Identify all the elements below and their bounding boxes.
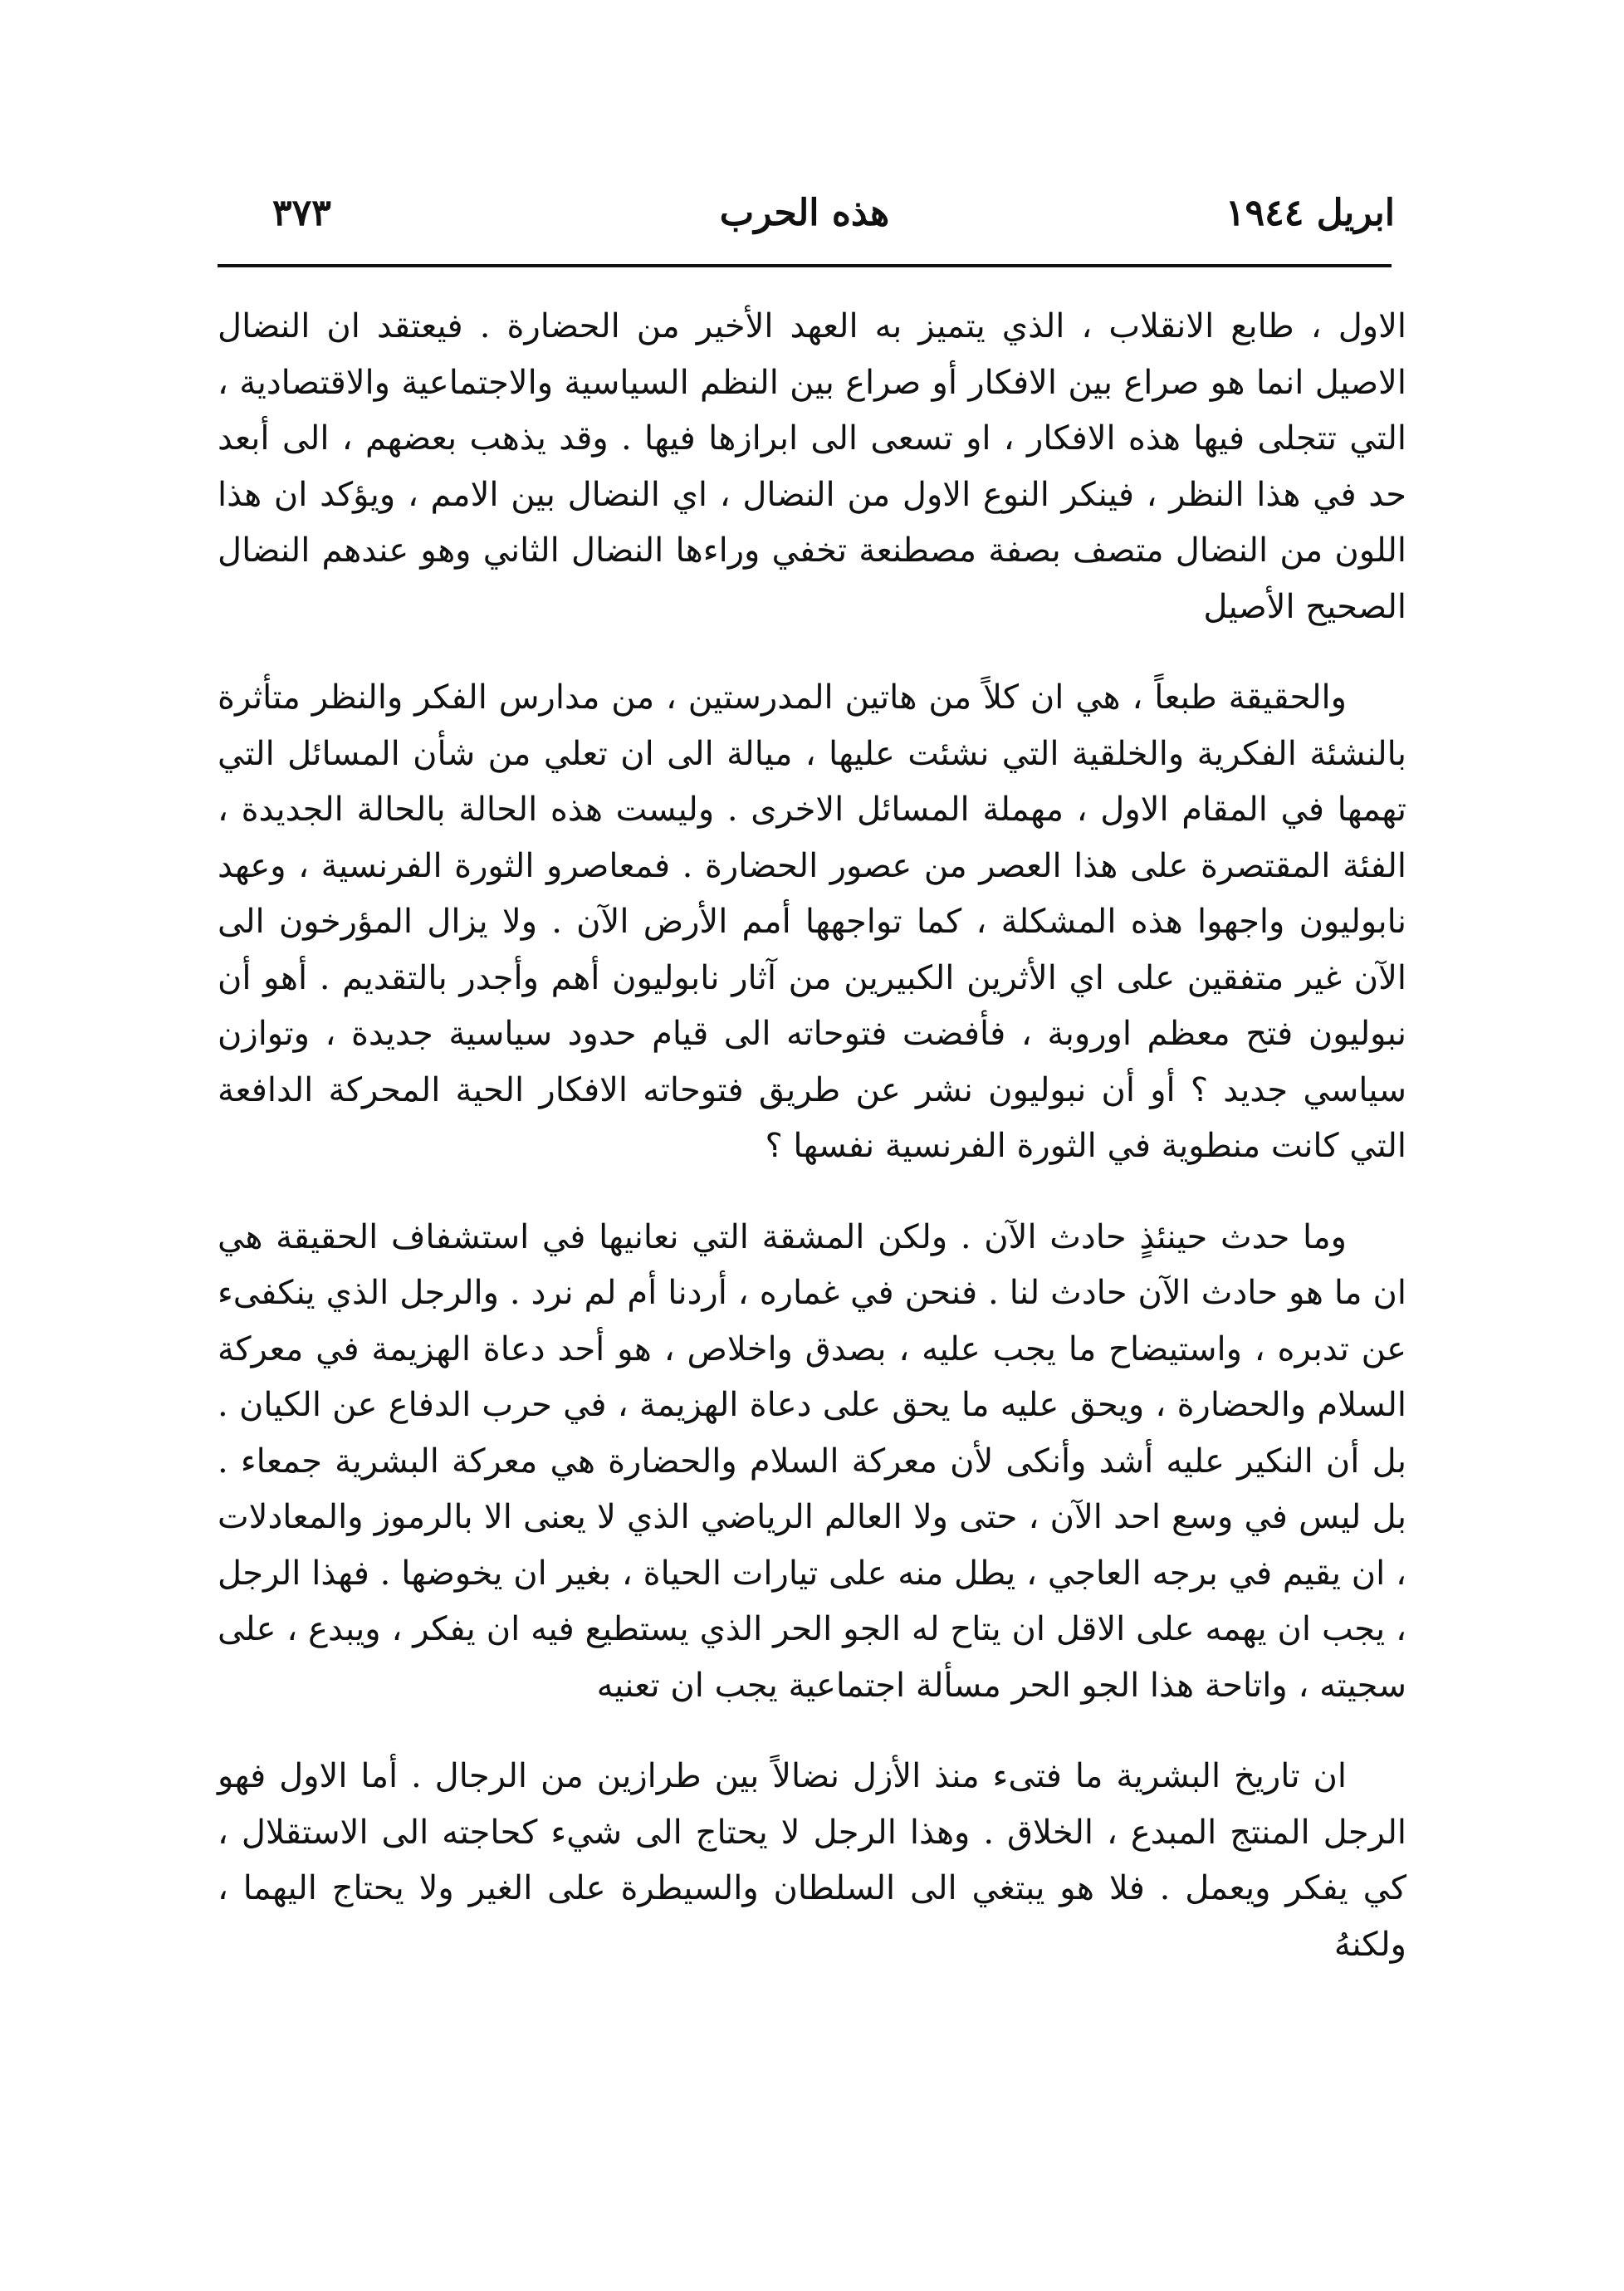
running-head <box>214 184 1395 242</box>
paragraph: وما حدث حينئذٍ حادث الآن . ولكن المشقة التي نعانيها في استشفاف الحقيقة هي ان ما هو حادث الآن حادث لنا . فنحن في غماره ، أردنا أم لم نرد . والرجل الذي ينكفىء عن تدبره ، واستيضاح ما يجب عليه ، بصدق واخلاص ، هو أحد دعاة الهزيمة في معركة السلام والحضارة ، ويحق عليه ما يحق على دعاة الهزيمة ، في حرب الدفاع عن الكيان . بل أن النكير عليه أشد وأنكى لأن معركة السلام والحضارة هي معركة البشرية جمعاء . بل ليس في وسع احد الآن ، حتى ولا العالم الرياضي الذي لا يعنى الا بالرموز والمعادلات ، ان يقيم في برجه العاجي ، يطل منه على تيارات الحياة ، بغير ان يخوضها . فهذا الرجل ، يجب ان يهمه على الاقل ان يتاح له الجو الحر الذي يستطيع فيه ان يفكر ، ويبدع ، على سجيته ، واتاحة هذا الجو الحر مسألة اجتماعية يجب ان تعنيه <box>218 1217 1406 1705</box>
chapter-title: هذه الحرب <box>719 192 890 234</box>
paragraph: الاول ، طابع الانقلاب ، الذي يتميز به العهد الأخير من الحضارة . فيعتقد ان النضال الاصيل انما هو صراع بين الافكار أو صراع بين النظم السياسية والاجتماعية والاقتصادية ، التي تتجلى فيها هذه الافكار ، او تسعى الى ابرازها فيها . وقد يذهب بعضهم ، الى أبعد حد في هذا النظر ، فينكر النوع الاول من النضال ، اي النضال بين الامم ، ويؤكد ان هذا اللون من النضال متصف بصفة مصطنعة تخفي وراءها النضال الثاني وهو عندهم النضال الصحيح الأصيل <box>218 307 1407 626</box>
paragraph: ان تاريخ البشرية ما فتىء منذ الأزل نضالاً بين طرازين من الرجال . أما الاول فهو الرجل المنتج المبدع ، الخلاق . وهذا الرجل لا يحتاج الى شيء كحاجته الى الاستقلال ، كي يفكر ويعمل . فلا هو يبتغي الى السلطان والسيطرة على الغير ولا يحتاج اليهما ، ولكنهُ <box>218 1757 1406 1964</box>
paragraph: والحقيقة طبعاً ، هي ان كلاً من هاتين المدرستين ، من مدارس الفكر والنظر متأثرة بالنشئة الفكرية والخلقية التي نشئت عليها ، ميالة الى ان تعلي من شأن المسائل التي تهمها في المقام الاول ، مهملة المسائل الاخرى . وليست هذه الحالة بالحالة الجديدة ، الفئة المقتصرة على هذا العصر من عصور الحضارة . فمعاصرو الثورة الفرنسية ، وعهد نابوليون واجهوا هذه المشكلة ، كما تواجهها أمم الأرض الآن . ولا يزال المؤرخون الى الآن غير متفقين على اي الأثرين الكبيرين من آثار نابوليون أهم وأجدر بالتقديم . أهو أن نبوليون فتح معظم اوروبة ، فأفضت فتوحاته الى قيام حدود سياسية جديدة ، وتوازن سياسي جديد ؟ أو أن نبوليون نشر عن طريق فتوحاته الافكار الحية المحركة الدافعة التي كانت منطوية في الثورة الفرنسية نفسها ؟ <box>218 678 1407 1165</box>
page-number: ٣٧٣ <box>272 192 331 234</box>
issue-date: ابريل ١٩٤٤ <box>1225 192 1395 234</box>
body-text <box>218 299 1406 1973</box>
header-rule <box>218 264 1392 267</box>
